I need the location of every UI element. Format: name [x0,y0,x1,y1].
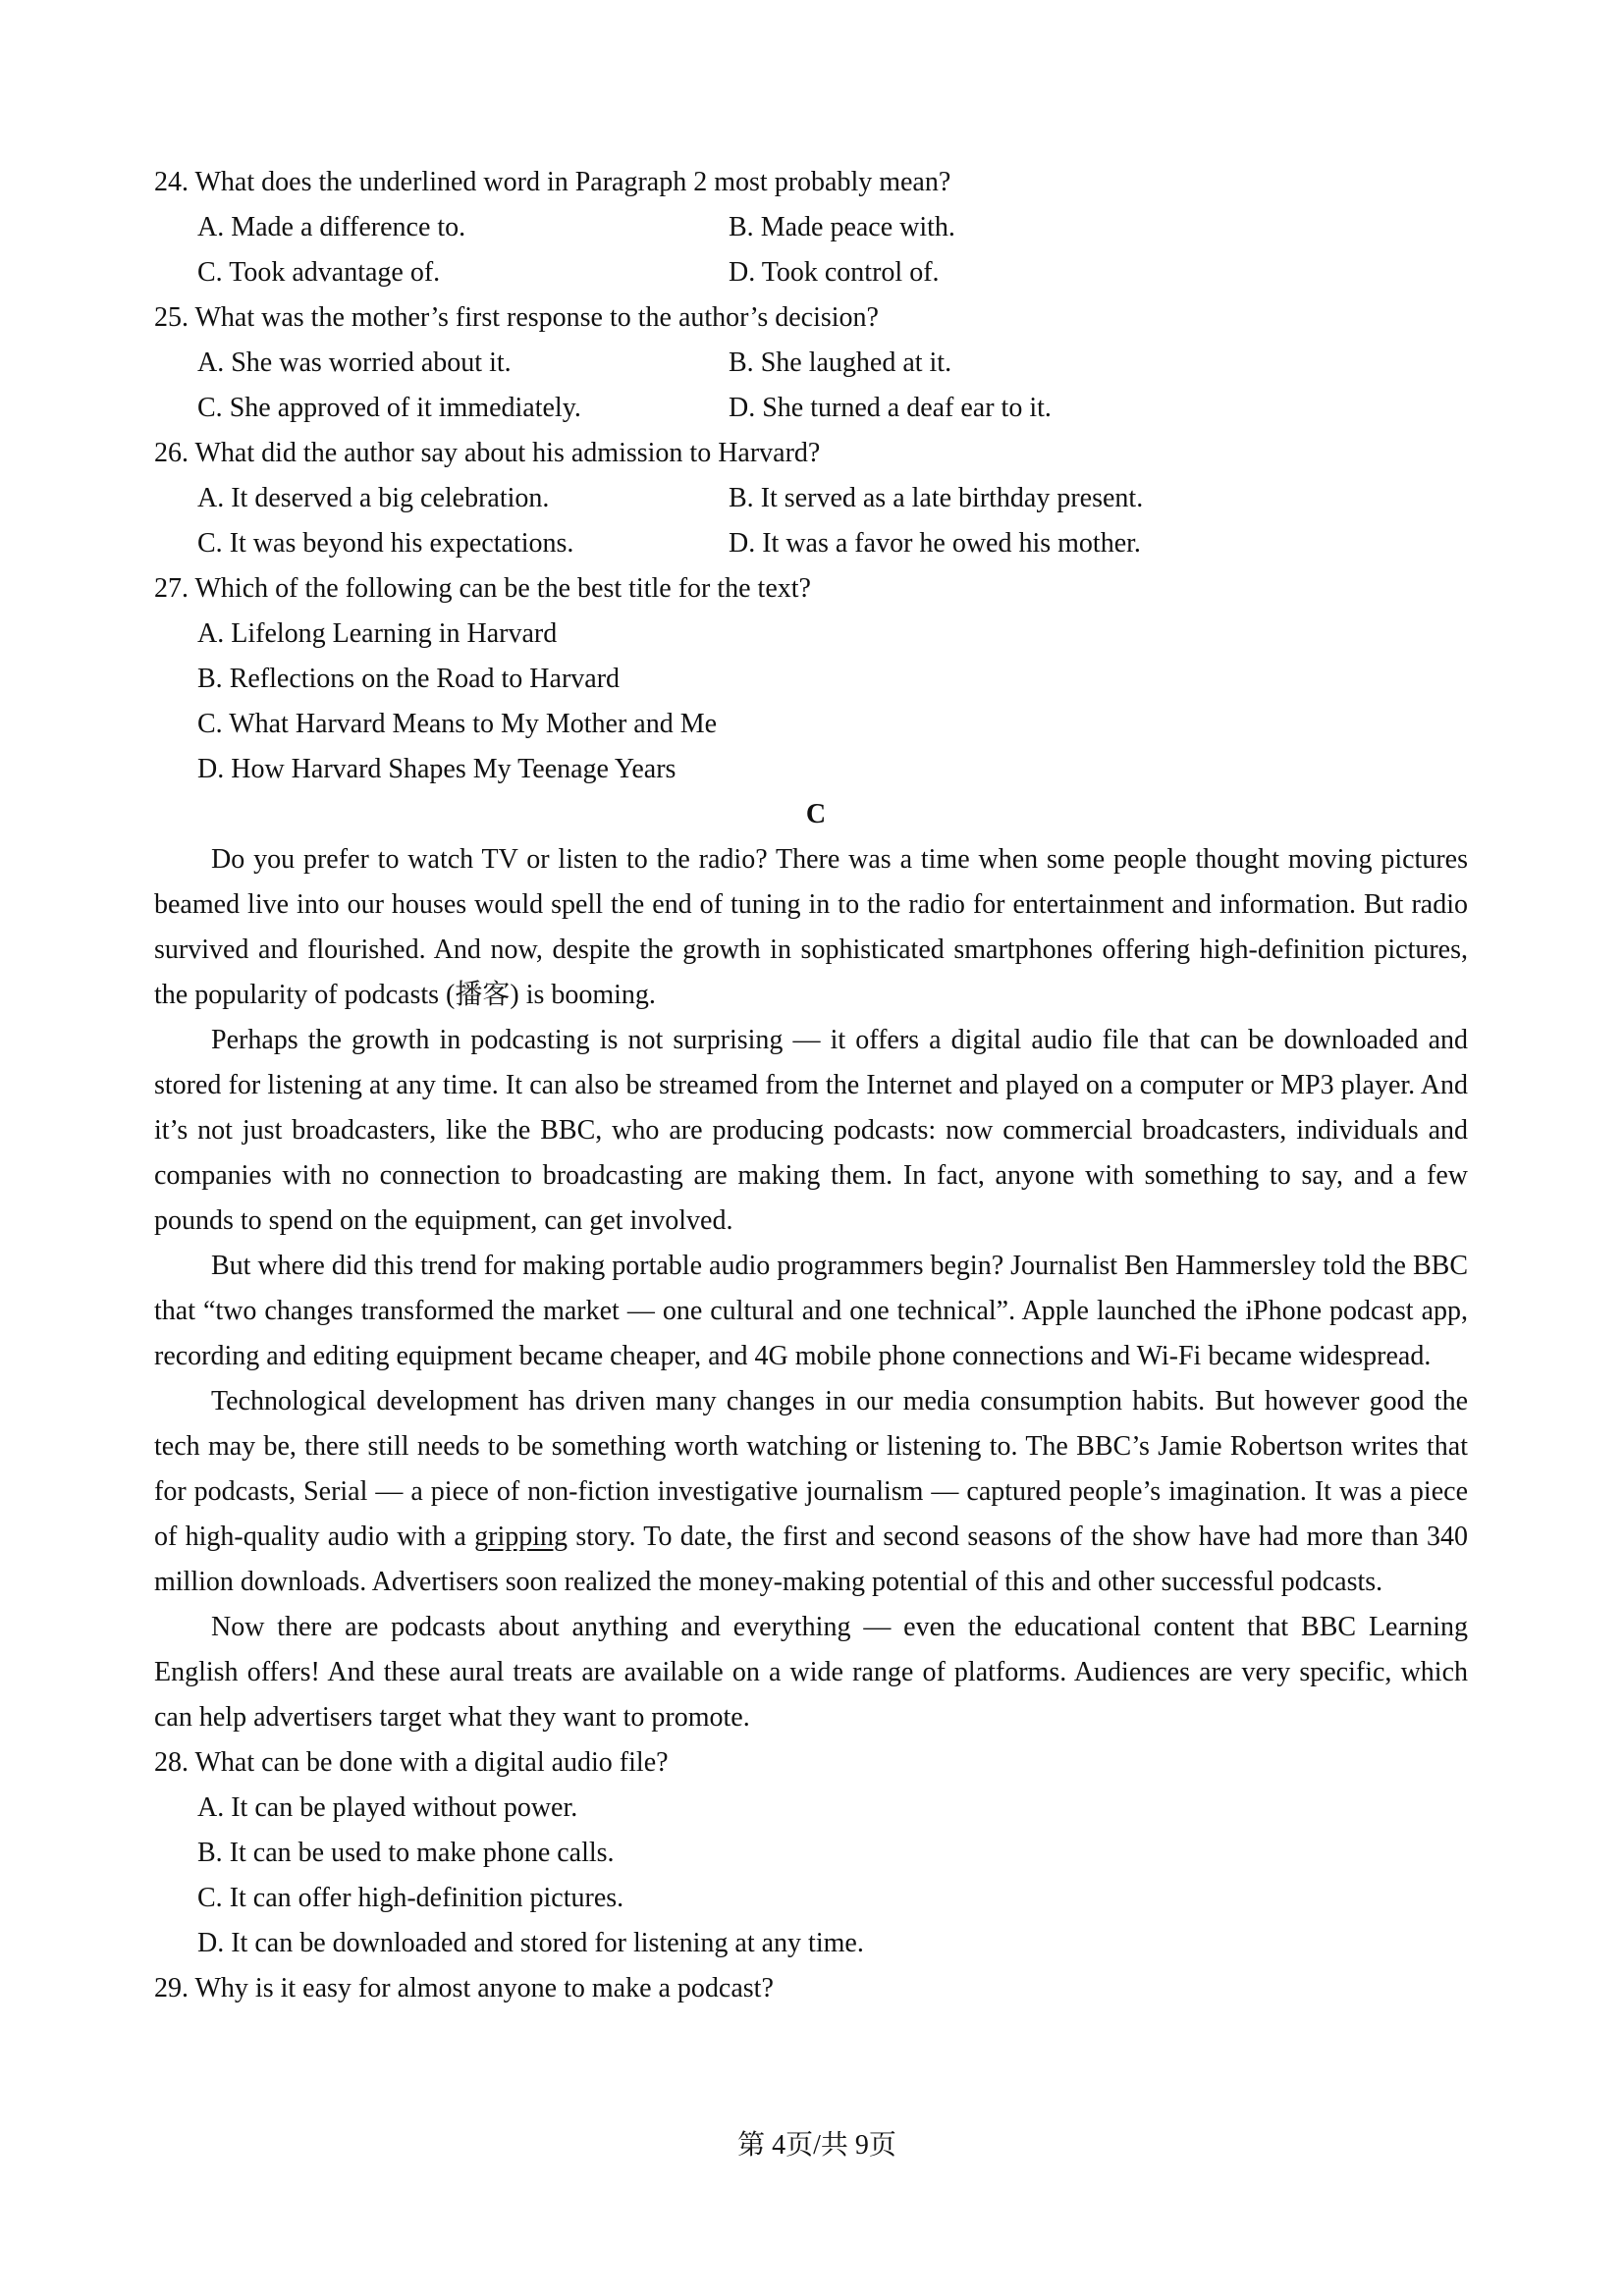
passage-paragraph-3: But where did this trend for making portable audio programmers begin? Journalist Ben Hammersley told the BBC that “two changes transformed the market — one cultural and one technical”. Apple launched the iPhone podcast app, recording and editing equipment became cheaper, and 4G mobile phone connections and Wi-Fi became widespread. [154,1251,1468,1371]
option-d[interactable] [729,521,1141,566]
option-c[interactable] [197,250,729,295]
option-a[interactable] [154,1786,1468,1831]
option-text: Made peace with. [760,212,955,242]
option-text: Lifelong Learning in Harvard [231,618,558,649]
paragraph-text: story. To date, the first and second seasons of the show have had more than 340 million downloads. Advertisers soon realized the money-making potential of this and other successful podcasts. [154,1522,1469,1597]
option-label: C. [197,393,223,423]
option-row [154,205,1468,250]
option-text: It was beyond his expectations. [229,528,574,559]
option-d[interactable] [154,1921,1468,1966]
option-label: B. [729,483,754,513]
question-29 [154,1966,1468,2011]
passage-paragraph-2: Perhaps the growth in podcasting is not surprising — it offers a digital audio file that can be downloaded and stored for listening at any time. It can also be streamed from the Internet and played on a computer or MP3 player. And it’s not just broadcasters, like the BBC, who are producing podcasts: now commercial broadcasters, individuals and companies with no connection to broadcasting are making them. In fact, anyone with something to say, and a few pounds to spend on the equipment, can get involved. [154,1025,1468,1236]
option-d[interactable] [729,250,940,295]
option-text: Took control of. [761,257,940,288]
option-text: It was a favor he owed his mother. [762,528,1141,559]
option-label: C. [197,257,223,288]
option-text: She turned a deaf ear to it. [762,393,1052,423]
option-label: C. [197,709,223,739]
question-number: 24. [154,167,189,197]
passage-paragraph-1: Do you prefer to watch TV or listen to the radio? There was a time when some people thought moving pictures beamed live into our houses would spell the end of tuning in to the radio for entertainment and information. But radio survived and flourished. And now, despite the growth in sophisticated smartphones offering high-definition pictures, the popularity of podcasts (播客) is booming. [154,844,1468,1010]
option-row [154,521,1468,566]
question-number: 29. [154,1973,189,2003]
paragraph-text: Technological development has driven many changes in our media consumption habits. But however good the tech may be, there still needs to be something worth watching or listening to. The BBC’s Jamie Robertson writes that for podcasts, Serial — a piece of non-fiction investigative journalism — captured people’s imagination. It was a piece of high-quality audio with a [154,1386,1468,1552]
option-label: C. [197,1883,223,1913]
option-c[interactable] [197,521,729,566]
option-label: B. [197,1838,223,1868]
option-text: She approved of it immediately. [229,393,581,423]
option-text: It deserved a big celebration. [231,483,550,513]
option-label: D. [729,257,756,288]
option-a[interactable] [197,205,729,250]
question-number: 28. [154,1747,189,1778]
option-a[interactable] [197,341,729,386]
option-label: A. [197,1792,225,1823]
option-text: Reflections on the Road to Harvard [229,664,621,694]
option-label: D. [729,528,756,559]
option-text: Took advantage of. [229,257,441,288]
option-label: A. [197,483,225,513]
option-b[interactable] [154,657,1468,702]
option-label: C. [197,528,223,559]
option-text: It can be downloaded and stored for listening at any time. [231,1928,864,1958]
option-text: What Harvard Means to My Mother and Me [229,709,718,739]
question-stem [154,1740,1468,1786]
question-stem [154,295,1468,341]
option-row [154,386,1468,431]
option-c[interactable] [197,386,729,431]
option-text: It can be used to make phone calls. [229,1838,615,1868]
question-text: What was the mother’s first response to the author’s decision? [194,302,879,333]
question-number: 27. [154,573,189,604]
question-number: 25. [154,302,189,333]
underlined-word: gripping [474,1522,568,1552]
page-content [154,160,1468,2011]
option-b[interactable] [729,476,1143,521]
question-stem [154,1966,1468,2011]
question-number: 26. [154,438,189,468]
section-heading: C [805,799,827,829]
option-b[interactable] [154,1831,1468,1876]
option-text: She laughed at it. [760,347,952,378]
option-label: A. [197,347,225,378]
option-row [154,476,1468,521]
question-stem [154,160,1468,205]
option-row [154,250,1468,295]
option-label: B. [197,664,223,694]
passage-paragraph-4 [154,1379,1468,1605]
option-text: It can be played without power. [231,1792,578,1823]
question-27 [154,566,1468,792]
option-a[interactable] [154,612,1468,657]
option-label: D. [197,1928,225,1958]
question-28 [154,1740,1468,1966]
question-text: What did the author say about his admission to Harvard? [194,438,821,468]
question-text: Why is it easy for almost anyone to make a podcast? [194,1973,774,2003]
option-label: A. [197,212,225,242]
option-c[interactable] [154,702,1468,747]
page-footer [0,2126,1624,2165]
option-text: It can offer high-definition pictures. [229,1883,624,1913]
question-26 [154,431,1468,566]
option-label: B. [729,212,754,242]
option-d[interactable] [154,747,1468,792]
passage-paragraph-5: Now there are podcasts about anything and everything — even the educational content that BBC Learning English offers! And these aural treats are available on a wide range of platforms. Audiences are very specific, which can help advertisers target what they want to promote. [154,1612,1468,1733]
question-24 [154,160,1468,295]
page-number-label: 第 4页/共 9页 [737,2130,896,2161]
option-label: A. [197,618,225,649]
question-25 [154,295,1468,431]
option-text: How Harvard Shapes My Teenage Years [231,754,677,784]
option-text: Made a difference to. [231,212,466,242]
option-row [154,341,1468,386]
question-text: What does the underlined word in Paragraph 2 most probably mean? [194,167,951,197]
option-label: D. [729,393,756,423]
option-b[interactable] [729,205,955,250]
question-text: Which of the following can be the best title for the text? [194,573,811,604]
option-b[interactable] [729,341,951,386]
question-stem [154,566,1468,612]
option-text: It served as a late birthday present. [760,483,1144,513]
option-label: B. [729,347,754,378]
option-d[interactable] [729,386,1052,431]
option-c[interactable] [154,1876,1468,1921]
option-text: She was worried about it. [231,347,512,378]
question-stem [154,431,1468,476]
option-a[interactable] [197,476,729,521]
question-text: What can be done with a digital audio file? [194,1747,669,1778]
option-label: D. [197,754,225,784]
